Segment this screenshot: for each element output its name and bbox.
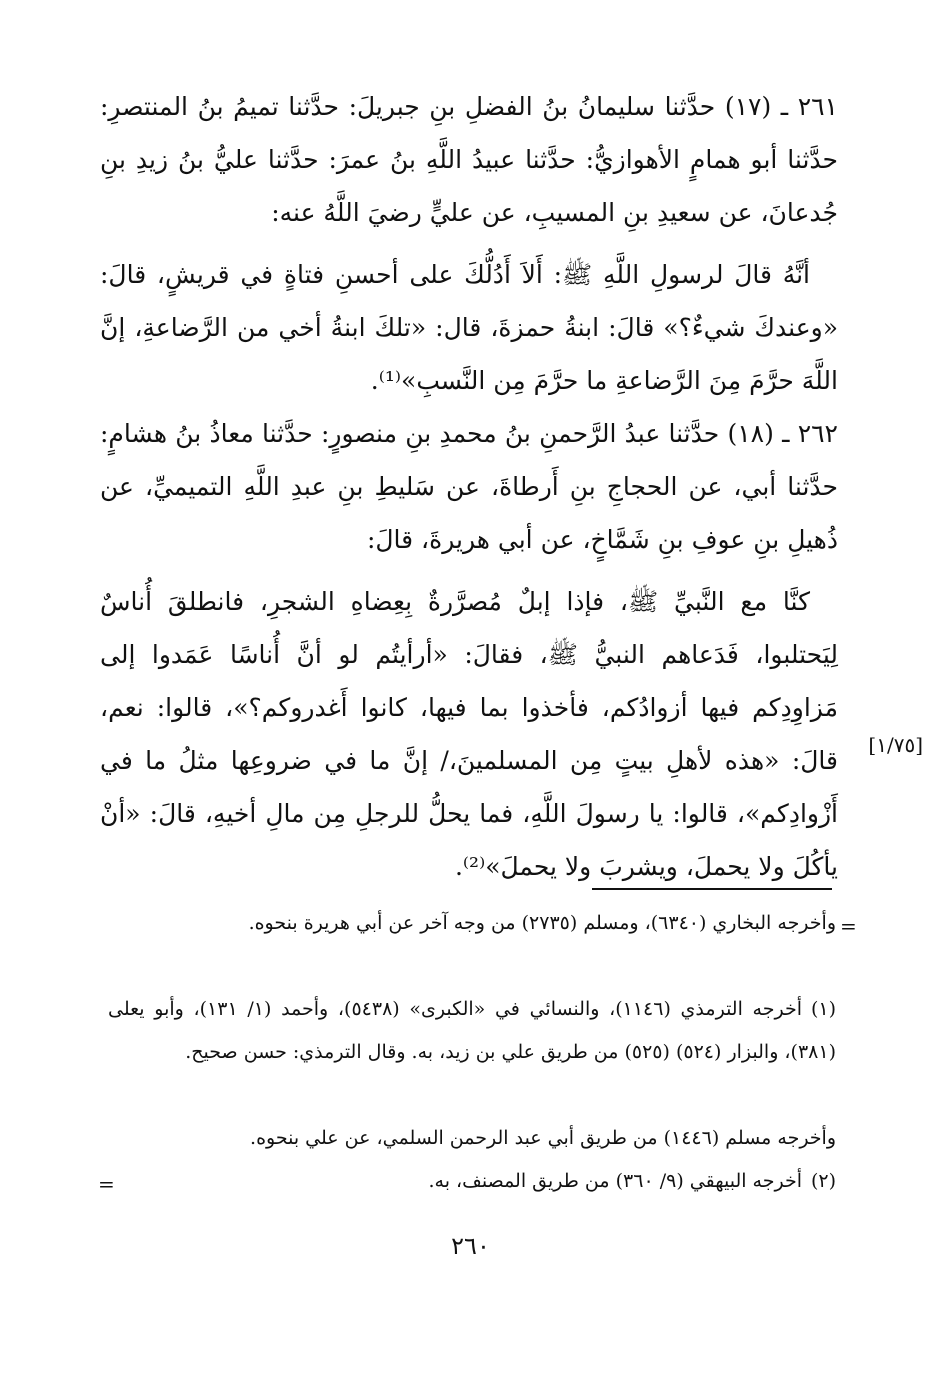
footnote-1-text: أخرجه الترمذي (١١٤٦)، والنسائي في «الكبرى» (٥٤٣٨)، وأحمد (١/ ١٣١)، وأبو يعلى (٣٨١)، والبزار (٥٢٤) (٥٢٥) من طريق علي بن زيد، به. وقال الترمذي: حسن صحيح. — [108, 998, 836, 1063]
footnote-1-number: (١) — [810, 998, 836, 1020]
footnote-separator — [592, 888, 832, 890]
hadith-262-matn: كنَّا مع النَّبيِّ ﷺ، فإذا إبلٌ مُصرَّرةٌ بِعِضاهِ الشجرِ، فانطلقَ أُناسٌ لِيَحتلبوا، فَدَعاهم النبيُّ ﷺ، فقالَ: «أرأيتُم لو أنَّ أُناسًا عَمَدوا إلى مَزاوِدِكم فيها أزوادُكم، فأخذوا بما فيها، كانوا أَغدروكم؟»، قالوا: نعم، قالَ: «هذه لأهلِ بيتٍ مِن المسلمينَ،/ إنَّ ما في ضروعِها مثلُ ما في أَزْوادِكم»، قالوا: يا رسولَ اللَّهِ، فما يحلُّ للرجلِ مِن مالِ أخيهِ، قالَ: «أنْ يأكُلَ ولا يحملَ، ويشربَ ولا يحملَ»⁽²⁾. — [100, 587, 838, 881]
hadith-261-matn: أنَّهُ قالَ لرسولِ اللَّهِ ﷺ: أَلاَ أَدُلُّكَ على أحسنِ فتاةٍ في قريشٍ، قالَ: «وعندكَ شيءٌ؟» قالَ: ابنةُ حمزةَ، قال: «تلكَ ابنةُ أخي من الرَّضاعةِ، إنَّ اللَّهَ حرَّمَ مِنَ الرَّضاعةِ ما حرَّمَ مِن النَّسبِ»⁽¹⁾. — [100, 260, 838, 395]
footnote-2-number: (٢) — [810, 1170, 836, 1192]
footnote-1 — [108, 988, 836, 1074]
footnote-continuation: وأخرجه البخاري (٦٣٤٠)، ومسلم (٢٧٣٥) من وجه آخر عن أبي هريرة بنحوه. — [248, 912, 836, 934]
footnote-2 — [108, 1160, 836, 1203]
footnote-continuation-mark: = — [840, 914, 857, 938]
footnote-2-continuation-mark: = — [98, 1172, 115, 1196]
footnote-1-line2: وأخرجه مسلم (١٤٤٦) من طريق أبي عبد الرحمن السلمي، عن علي بنحوه. — [250, 1127, 836, 1149]
footnote-2-text: أخرجه البيهقي (٩/ ٣٦٠) من طريق المصنف، به. — [428, 1170, 802, 1192]
manuscript-folio-marker: [١/٧٥] — [868, 733, 923, 757]
hadith-262-isnad: ٢٦٢ ـ (١٨) حدَّثنا عبدُ الرَّحمنِ بنُ محمدِ بنِ منصورٍ: حدَّثنا معاذُ بنُ هشامٍ: حدَّثنا أبي، عن الحجاجِ بنِ أَرطاةَ، عن سَليطِ بنِ عبدِ اللَّهِ التميميِّ، عن ذُهيلِ بنِ عوفِ بنِ شَمَّاخٍ، عن أبي هريرةَ، قالَ: — [100, 419, 838, 554]
hadith-261-isnad: ٢٦١ ـ (١٧) حدَّثنا سليمانُ بنُ الفضلِ بنِ جبريلَ: حدَّثنا تميمُ بنُ المنتصرِ: حدَّثنا أبو همامٍ الأهوازيُّ: حدَّثنا عبيدُ اللَّهِ بنُ عمرَ: حدَّثنا عليُّ بنُ زيدِ بنِ جُدعانَ، عن سعيدِ بنِ المسيبِ، عن عليٍّ رضيَ اللَّهُ عنه: — [100, 92, 838, 227]
page-number: ٢٦٠ — [451, 1232, 490, 1260]
